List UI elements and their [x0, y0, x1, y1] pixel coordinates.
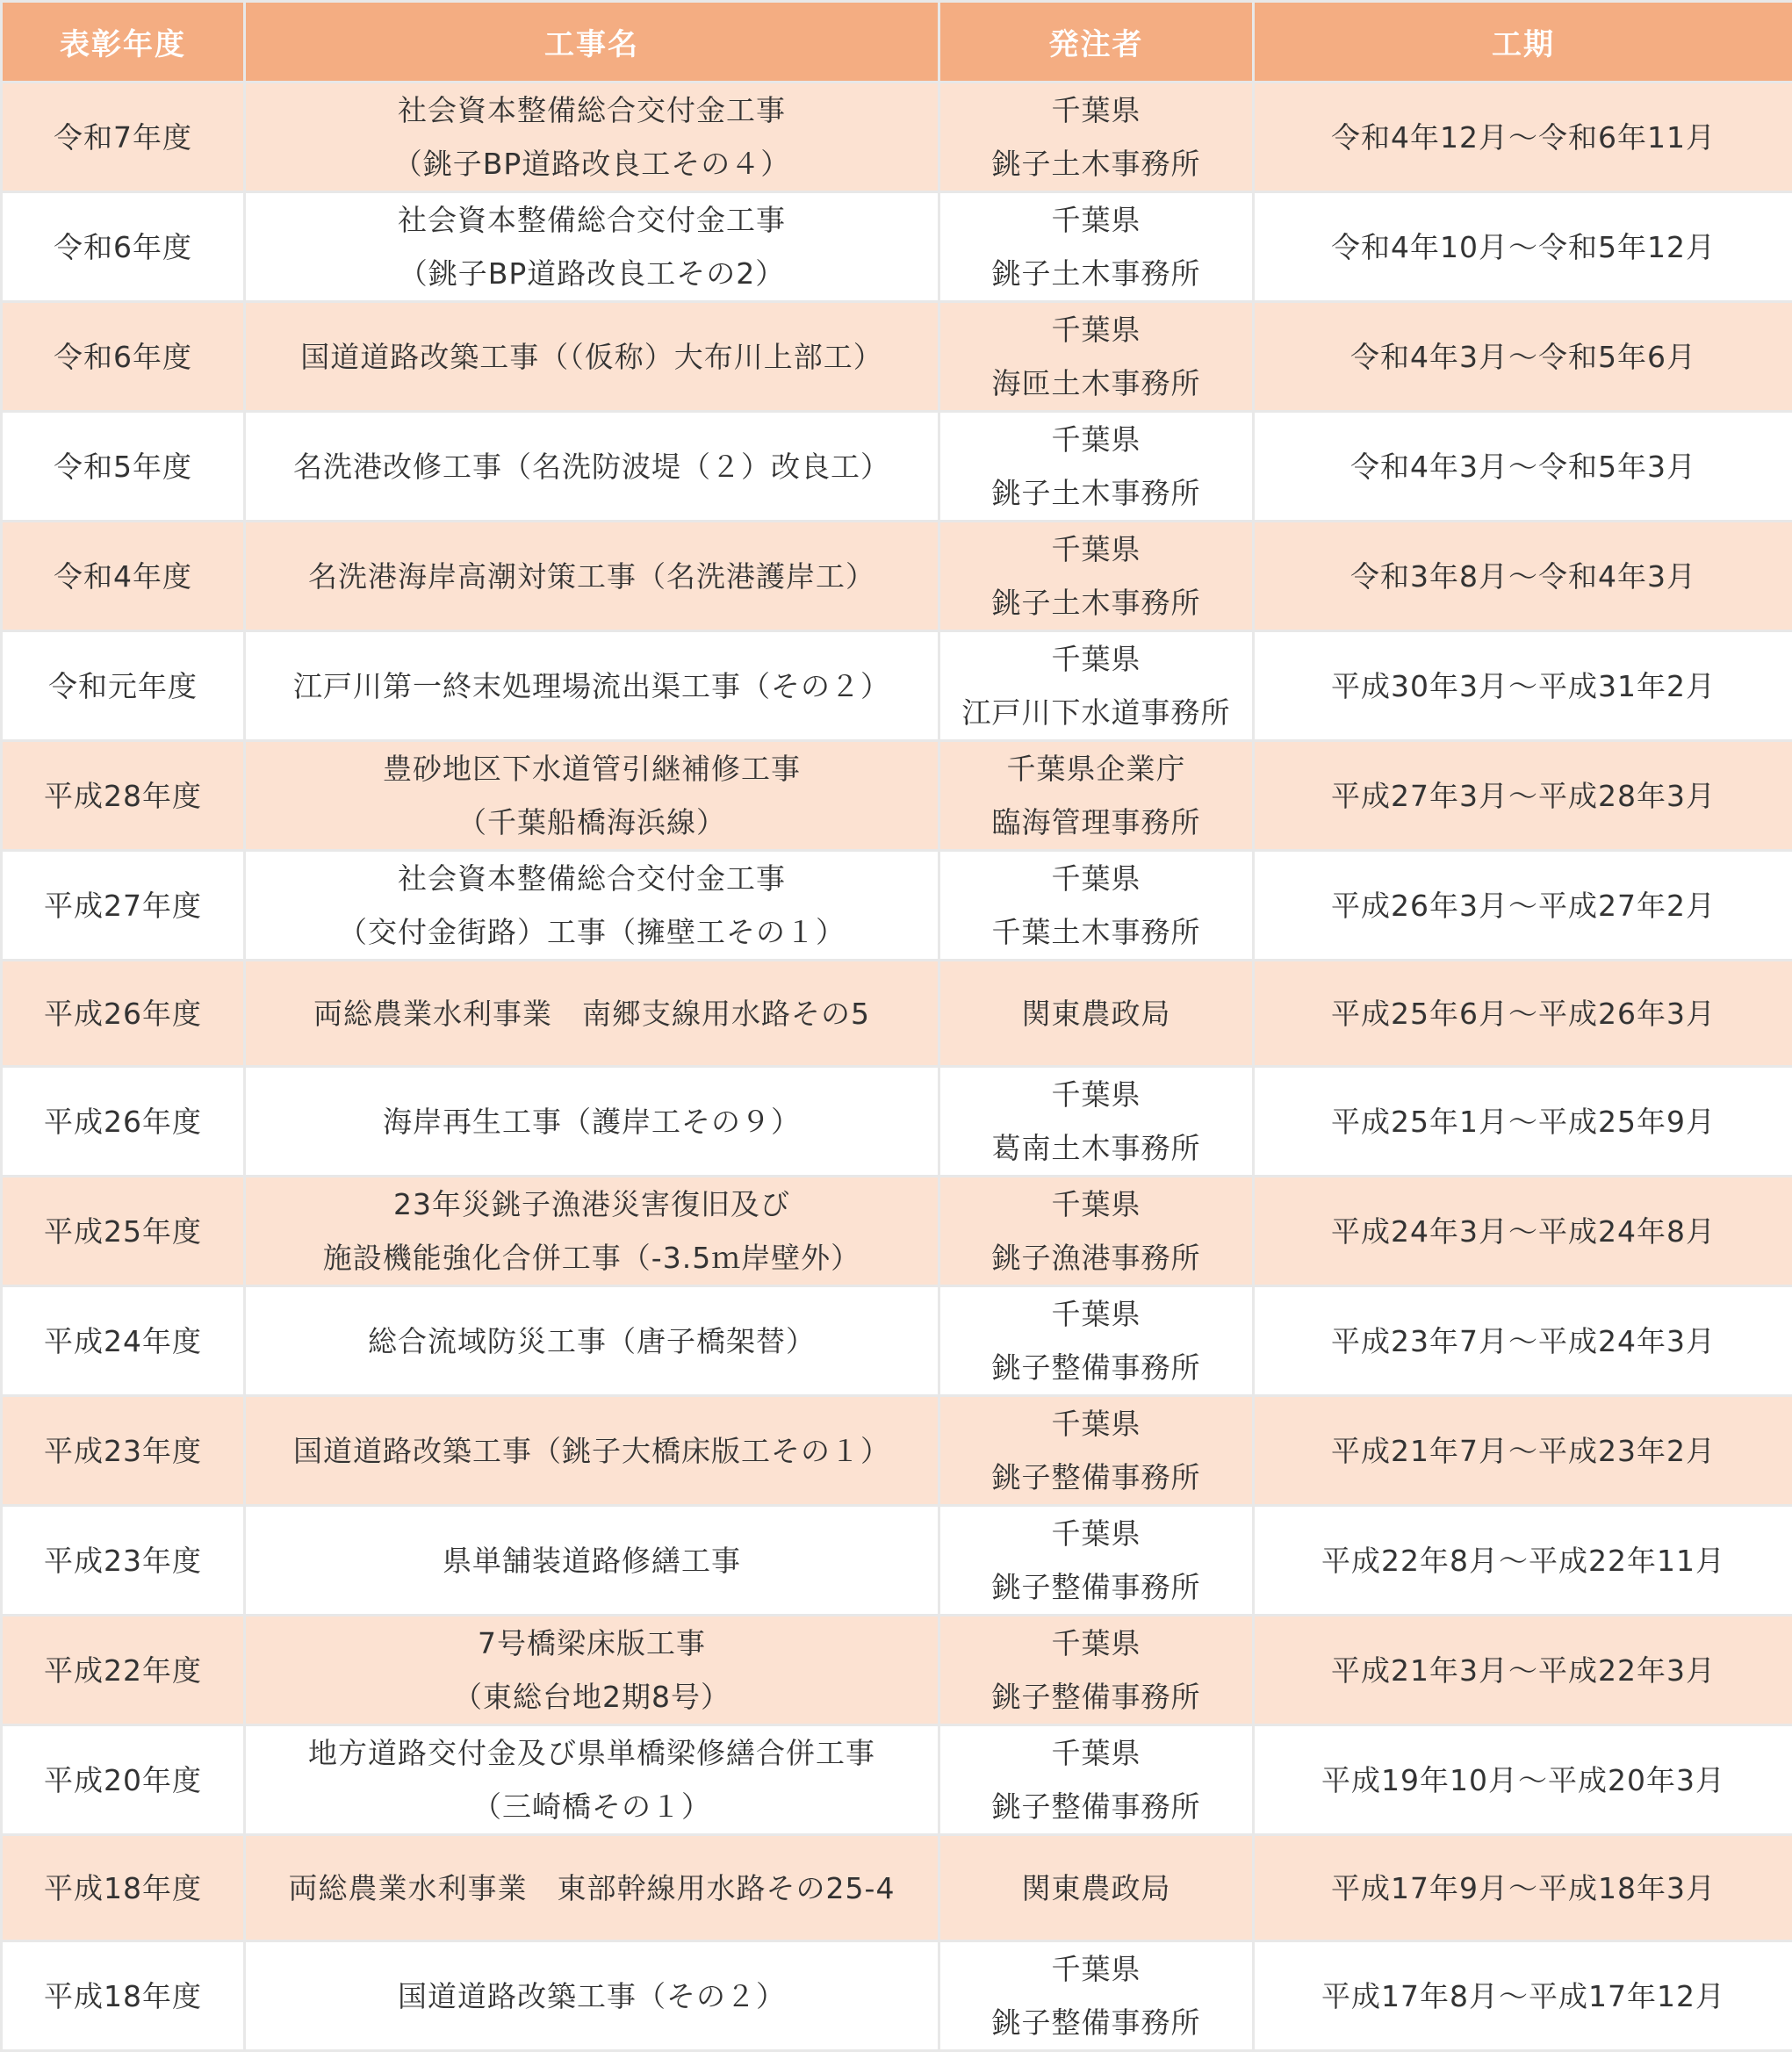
award-year-text: 令和7年度 — [8, 111, 238, 164]
client-line: 千葉県 — [946, 522, 1247, 576]
cell-project-name — [245, 631, 939, 741]
client-line: 葛南土木事務所 — [946, 1121, 1247, 1175]
period-text: 平成24年3月～平成24年8月 — [1260, 1205, 1787, 1258]
header-project-name: 工事名 — [245, 2, 939, 83]
project-name-line: 施設機能強化合併工事（-3.5ｍ岸壁外） — [251, 1231, 932, 1285]
cell-client — [939, 1506, 1254, 1616]
cell-award-year — [2, 741, 245, 851]
cell-client — [939, 1286, 1254, 1396]
project-name-line: （千葉船橋海浜線） — [251, 796, 932, 849]
client-line: 銚子整備事務所 — [946, 1560, 1247, 1614]
cell-period — [1254, 961, 1792, 1067]
cell-period — [1254, 192, 1792, 302]
client-line: 千葉県 — [946, 1177, 1247, 1231]
cell-award-year — [2, 1941, 245, 2051]
period-text: 令和4年3月～令和5年6月 — [1260, 330, 1787, 384]
table-row — [2, 851, 1792, 961]
header-award-year: 表彰年度 — [2, 2, 245, 83]
cell-client — [939, 522, 1254, 631]
award-year-text: 平成18年度 — [8, 1969, 238, 2023]
project-name-line: 地方道路交付金及び県単橋梁修繕合併工事 — [251, 1726, 932, 1780]
table-row — [2, 961, 1792, 1067]
client-line: 銚子整備事務所 — [946, 1996, 1247, 2049]
client-line: 銚子土木事務所 — [946, 247, 1247, 300]
project-name-line: 23年災銚子漁港災害復旧及び — [251, 1177, 932, 1231]
project-name-line: 社会資本整備総合交付金工事 — [251, 193, 932, 247]
cell-project-name — [245, 192, 939, 302]
header-period: 工期 — [1254, 2, 1792, 83]
table-row — [2, 1506, 1792, 1616]
project-name-line: 国道道路改築工事（（仮称）大布川上部工） — [251, 330, 932, 384]
award-year-text: 令和6年度 — [8, 330, 238, 384]
period-text: 令和4年10月～令和5年12月 — [1260, 220, 1787, 274]
cell-client — [939, 631, 1254, 741]
period-text: 平成17年8月～平成17年12月 — [1260, 1969, 1787, 2023]
award-year-text: 令和4年度 — [8, 550, 238, 603]
project-name-line: 海岸再生工事（護岸工その９） — [251, 1095, 932, 1148]
cell-client — [939, 1941, 1254, 2051]
cell-award-year — [2, 1177, 245, 1286]
cell-project-name — [245, 412, 939, 522]
cell-period — [1254, 1067, 1792, 1177]
award-year-text: 平成24年度 — [8, 1314, 238, 1368]
period-text: 平成26年3月～平成27年2月 — [1260, 879, 1787, 932]
client-line: 臨海管理事務所 — [946, 796, 1247, 849]
project-name-line: 総合流域防災工事（唐子橋架替） — [251, 1314, 932, 1368]
cell-award-year — [2, 192, 245, 302]
client-line: 千葉県 — [946, 1507, 1247, 1560]
table-row — [2, 741, 1792, 851]
client-line: 千葉県 — [946, 1726, 1247, 1780]
client-line: 銚子漁港事務所 — [946, 1231, 1247, 1285]
cell-period — [1254, 1506, 1792, 1616]
client-line: 銚子整備事務所 — [946, 1451, 1247, 1504]
cell-award-year — [2, 412, 245, 522]
table-body — [2, 83, 1792, 2051]
cell-project-name — [245, 83, 939, 192]
project-name-line: 名洗港改修工事（名洗防波堤（２）改良工） — [251, 440, 932, 493]
cell-period — [1254, 1941, 1792, 2051]
cell-client — [939, 961, 1254, 1067]
award-year-text: 平成28年度 — [8, 769, 238, 823]
project-name-line: （銚子BP道路改良工その４） — [251, 137, 932, 191]
table-row — [2, 1067, 1792, 1177]
cell-award-year — [2, 1286, 245, 1396]
project-name-line: （東総台地2期8号） — [251, 1670, 932, 1724]
client-line: 銚子土木事務所 — [946, 466, 1247, 520]
project-name-line: （銚子BP道路改良工その2） — [251, 247, 932, 300]
cell-period — [1254, 1177, 1792, 1286]
table-row — [2, 1725, 1792, 1835]
project-name-line: 江戸川第一終末処理場流出渠工事（その２） — [251, 659, 932, 713]
period-text: 令和3年8月～令和4年3月 — [1260, 550, 1787, 603]
cell-award-year — [2, 1506, 245, 1616]
project-name-line: 社会資本整備総合交付金工事 — [251, 852, 932, 905]
table-row — [2, 302, 1792, 412]
client-line: 銚子土木事務所 — [946, 137, 1247, 191]
table-row — [2, 83, 1792, 192]
client-line: 千葉県 — [946, 1942, 1247, 1996]
header-row — [2, 2, 1792, 83]
client-line: 銚子整備事務所 — [946, 1670, 1247, 1724]
client-line: 千葉県 — [946, 1287, 1247, 1341]
project-name-line: 国道道路改築工事（その２） — [251, 1969, 932, 2023]
period-text: 令和4年12月～令和6年11月 — [1260, 111, 1787, 164]
cell-client — [939, 302, 1254, 412]
cell-client — [939, 851, 1254, 961]
cell-project-name — [245, 1286, 939, 1396]
client-line: 銚子整備事務所 — [946, 1780, 1247, 1833]
project-name-line: 両総農業水利事業 南郷支線用水路その5 — [251, 987, 932, 1040]
cell-period — [1254, 1616, 1792, 1725]
period-text: 平成25年6月～平成26年3月 — [1260, 987, 1787, 1040]
period-text: 令和4年3月～令和5年3月 — [1260, 440, 1787, 493]
table-row — [2, 631, 1792, 741]
project-name-line: 社会資本整備総合交付金工事 — [251, 83, 932, 137]
award-year-text: 令和6年度 — [8, 220, 238, 274]
cell-client — [939, 412, 1254, 522]
period-text: 平成19年10月～平成20年3月 — [1260, 1753, 1787, 1807]
period-text: 平成21年3月～平成22年3月 — [1260, 1644, 1787, 1697]
cell-project-name — [245, 1835, 939, 1941]
table-header — [2, 2, 1792, 83]
cell-period — [1254, 1835, 1792, 1941]
cell-project-name — [245, 1177, 939, 1286]
client-line: 千葉県 — [946, 1397, 1247, 1451]
period-text: 平成25年1月～平成25年9月 — [1260, 1095, 1787, 1148]
cell-client — [939, 1177, 1254, 1286]
project-name-line: 名洗港海岸高潮対策工事（名洗港護岸工） — [251, 550, 932, 603]
cell-period — [1254, 83, 1792, 192]
table-row — [2, 1396, 1792, 1506]
table-row — [2, 1941, 1792, 2051]
client-line: 関東農政局 — [946, 987, 1247, 1040]
table-row — [2, 1616, 1792, 1725]
cell-award-year — [2, 631, 245, 741]
cell-period — [1254, 522, 1792, 631]
client-line: 関東農政局 — [946, 1861, 1247, 1915]
table-row — [2, 412, 1792, 522]
cell-award-year — [2, 83, 245, 192]
client-line: 千葉県 — [946, 1616, 1247, 1670]
award-year-text: 平成20年度 — [8, 1753, 238, 1807]
client-line: 千葉県 — [946, 83, 1247, 137]
cell-client — [939, 83, 1254, 192]
cell-period — [1254, 302, 1792, 412]
cell-project-name — [245, 302, 939, 412]
award-year-text: 平成26年度 — [8, 1095, 238, 1148]
award-year-text: 平成25年度 — [8, 1205, 238, 1258]
client-line: 千葉県 — [946, 1068, 1247, 1121]
client-line: 銚子土木事務所 — [946, 576, 1247, 630]
cell-client — [939, 1067, 1254, 1177]
period-text: 平成22年8月～平成22年11月 — [1260, 1534, 1787, 1588]
cell-award-year — [2, 1725, 245, 1835]
client-line: 千葉県 — [946, 852, 1247, 905]
cell-period — [1254, 412, 1792, 522]
project-name-line: （三崎橋その１） — [251, 1780, 932, 1833]
client-line: 千葉県 — [946, 413, 1247, 466]
cell-client — [939, 1616, 1254, 1725]
cell-award-year — [2, 1835, 245, 1941]
period-text: 平成27年3月～平成28年3月 — [1260, 769, 1787, 823]
client-line: 海匝土木事務所 — [946, 356, 1247, 410]
client-line: 江戸川下水道事務所 — [946, 686, 1247, 739]
cell-project-name — [245, 1506, 939, 1616]
period-text: 平成17年9月～平成18年3月 — [1260, 1861, 1787, 1915]
project-name-line: 県単舗装道路修繕工事 — [251, 1534, 932, 1588]
client-line: 千葉県 — [946, 632, 1247, 686]
cell-award-year — [2, 1616, 245, 1725]
cell-client — [939, 1725, 1254, 1835]
award-year-text: 平成23年度 — [8, 1534, 238, 1588]
cell-award-year — [2, 522, 245, 631]
period-text: 平成30年3月～平成31年2月 — [1260, 659, 1787, 713]
cell-period — [1254, 631, 1792, 741]
cell-client — [939, 741, 1254, 851]
cell-client — [939, 1835, 1254, 1941]
cell-project-name — [245, 741, 939, 851]
cell-award-year — [2, 1067, 245, 1177]
cell-project-name — [245, 1941, 939, 2051]
cell-project-name — [245, 1616, 939, 1725]
award-year-text: 令和5年度 — [8, 440, 238, 493]
cell-award-year — [2, 851, 245, 961]
cell-award-year — [2, 302, 245, 412]
cell-client — [939, 192, 1254, 302]
table-row — [2, 192, 1792, 302]
table-row — [2, 1835, 1792, 1941]
project-name-line: （交付金街路）工事（擁壁工その１） — [251, 905, 932, 959]
cell-project-name — [245, 851, 939, 961]
award-year-text: 平成26年度 — [8, 987, 238, 1040]
cell-project-name — [245, 1067, 939, 1177]
period-text: 平成23年7月～平成24年3月 — [1260, 1314, 1787, 1368]
award-year-text: 平成27年度 — [8, 879, 238, 932]
client-line: 千葉土木事務所 — [946, 905, 1247, 959]
cell-project-name — [245, 961, 939, 1067]
cell-period — [1254, 741, 1792, 851]
table-row — [2, 522, 1792, 631]
period-text: 平成21年7月～平成23年2月 — [1260, 1424, 1787, 1478]
project-name-line: 7号橋梁床版工事 — [251, 1616, 932, 1670]
cell-period — [1254, 1396, 1792, 1506]
award-year-text: 令和元年度 — [8, 659, 238, 713]
award-year-text: 平成18年度 — [8, 1861, 238, 1915]
cell-project-name — [245, 522, 939, 631]
award-year-text: 平成22年度 — [8, 1644, 238, 1697]
cell-award-year — [2, 1396, 245, 1506]
cell-period — [1254, 1725, 1792, 1835]
client-line: 千葉県 — [946, 303, 1247, 356]
cell-client — [939, 1396, 1254, 1506]
project-name-line: 豊砂地区下水道管引継補修工事 — [251, 742, 932, 796]
table-row — [2, 1286, 1792, 1396]
client-line: 銚子整備事務所 — [946, 1341, 1247, 1394]
header-client: 発注者 — [939, 2, 1254, 83]
cell-award-year — [2, 961, 245, 1067]
cell-period — [1254, 851, 1792, 961]
cell-project-name — [245, 1396, 939, 1506]
cell-period — [1254, 1286, 1792, 1396]
client-line: 千葉県 — [946, 193, 1247, 247]
cell-project-name — [245, 1725, 939, 1835]
project-name-line: 国道道路改築工事（銚子大橋床版工その１） — [251, 1424, 932, 1478]
award-year-text: 平成23年度 — [8, 1424, 238, 1478]
project-name-line: 両総農業水利事業 東部幹線用水路その25-4 — [251, 1861, 932, 1915]
table-row — [2, 1177, 1792, 1286]
client-line: 千葉県企業庁 — [946, 742, 1247, 796]
